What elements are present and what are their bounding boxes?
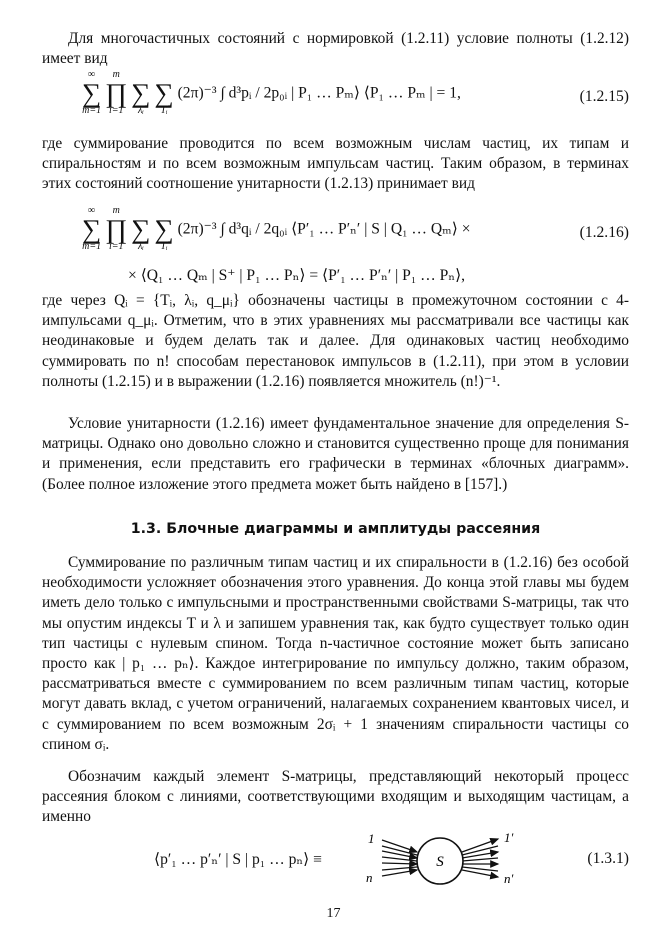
incoming-top-label: 1: [368, 831, 375, 846]
equation-1-3-1-number: (1.3.1): [587, 850, 629, 867]
equation-1-2-16-line1: ∞ ∑ m=1 m ∏ i=1 ∑ λᵢ ∑ Tᵢ (2π)⁻³ ∫ d³qᵢ / 2q₀ᵢ ⟨P′₁ … P′ₙ′ | S | Q₁ … Qₘ⟩ ×: [82, 205, 471, 252]
equation-1-2-16-line2: × ⟨Q₁ … Qₘ | S⁺ | P₁ … Pₙ⟩ = ⟨P′₁ … P′ₙ′ | P₁ … Pₙ⟩,: [128, 267, 466, 284]
equation-1-2-15-body: ∞ ∑ m=1 m ∏ i=1 ∑ λᵢ ∑ Tᵢ (2π)⁻³ ∫ d³pᵢ / 2p₀ᵢ | P₁ … Pₘ⟩ ⟨P₁ … Pₘ | = 1,: [82, 69, 461, 116]
section-heading: 1.3. Блочные диаграммы и амплитуды рассеяния: [130, 521, 541, 537]
outgoing-bottom-label: n′: [504, 871, 514, 886]
outgoing-top-label: 1′: [504, 830, 514, 845]
incoming-bottom-label: n: [366, 870, 373, 885]
blob-diagram: [364, 830, 524, 890]
equation-1-2-16: [42, 206, 629, 292]
equation-1-2-15: [42, 70, 629, 128]
equation-1-3-1-lhs: ⟨p′₁ … p′ₙ′ | S | p₁ … pₙ⟩ ≡: [154, 851, 322, 868]
equation-1-2-15-expression: (2π)⁻³ ∫ d³pᵢ / 2p₀ᵢ | P₁ … Pₘ⟩ ⟨P₁ … Pₘ | = 1,: [177, 84, 461, 102]
incoming-lines: [382, 840, 417, 876]
paragraph-block-diagrams: Суммирование по различным типам частиц и их спиральности в (1.2.16) без особой необходимости усложняет обозначения этого уравнения. До конца этой главы мы будем иметь дело только с импульсными и пространственными свойствами S-матрицы, так что мы опустим индексы T и λ и запишем уравнения так, как будто существует только один тип частицы с нулевым спином. Тогда n-частичное состояние может быть записано просто как | p₁ … pₙ⟩. Каждое интегрирование по импульсу должно, таким образом, рассматриваться вместе с суммированием по всем различным типам частиц, которые могут давать вклад, с учетом ограничений, налагаемых сохранением квантовых чисел, и с суммированием по всем возможным 2σᵢ + 1 значениям спиральности частицы со спином σᵢ.: [42, 554, 629, 753]
outgoing-lines: [462, 839, 498, 877]
equation-1-2-15-number: (1.2.15): [579, 88, 629, 105]
equation-1-2-16-number: (1.2.16): [579, 224, 629, 241]
paragraph-summation: где суммирование проводится по всем возможным числам частиц, их типам и спиральностям и по всем возможным импульсам частиц. Таким образом, в терминах этих состояний соотношение унитарности (1.2.13) принимает вид: [42, 135, 629, 193]
paragraph-intermediate-states: где через Qᵢ = {Tᵢ, λᵢ, q_μᵢ} обозначены частицы в промежуточном состоянии с 4-импульсами q_μᵢ. Отметим, что в этих уравнениях мы рассматривали все частицы как неодинаковые и будем делать так и далее. Для одинаковых частиц необходимо суммировать по n! способам перестановок импульсов в (1.2.11), при этом в условии полноты (1.2.15) и в выражении (1.2.16) появляется множитель (n!)⁻¹.: [42, 292, 629, 390]
s-blob-label: S: [436, 854, 444, 870]
paragraph-unitarity: Условие унитарности (1.2.16) имеет фундаментальное значение для определения S-матрицы. Однако оно довольно сложно и становится существенно проще для понимания и применения, если представить его графически в терминах «блочных диаграмм». (Более полное изложение этого предмета может быть найдено в [157].): [42, 415, 629, 493]
equation-1-2-16-expression: (2π)⁻³ ∫ d³qᵢ / 2q₀ᵢ ⟨P′₁ … P′ₙ′ | S | Q₁ … Qₘ⟩ ×: [177, 220, 471, 238]
paragraph-s-matrix-element: Обозначим каждый элемент S-матрицы, представляющий некоторый процесс рассеяния блоком с линиями, соответствующими входящим и выходящим частицам, а именно: [42, 768, 629, 826]
paragraph-completeness: Для многочастичных состояний с нормировкой (1.2.11) условие полноты (1.2.12) имеет вид: [42, 30, 629, 68]
equation-1-3-1: [42, 830, 629, 890]
page-number: 17: [326, 906, 341, 921]
